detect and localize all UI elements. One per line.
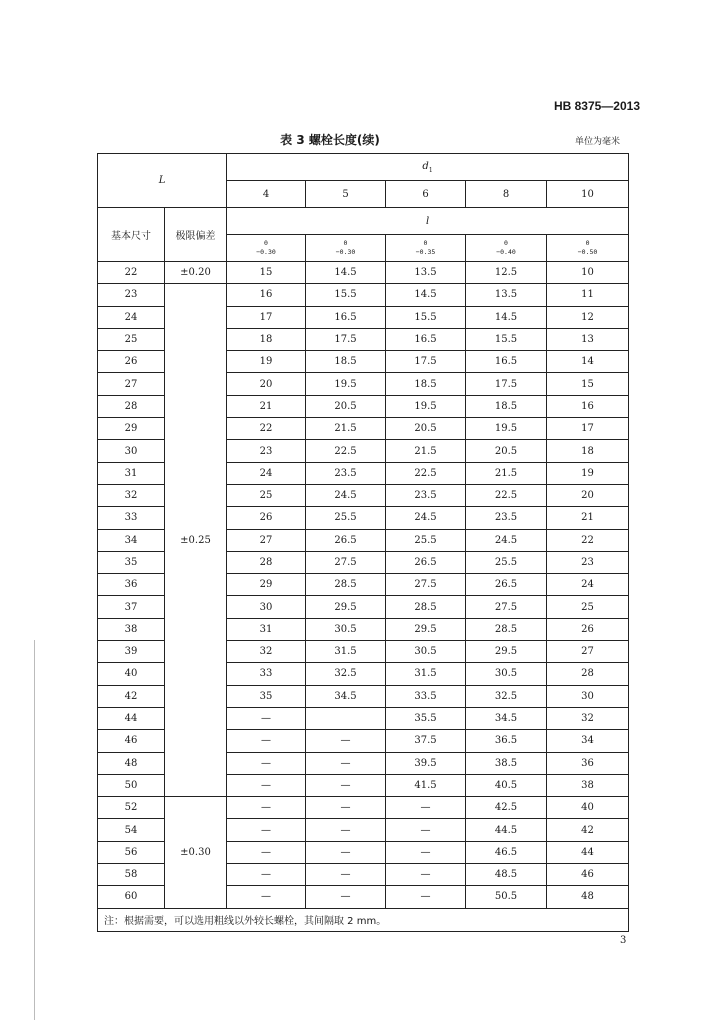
length-cell: 17 <box>227 306 306 328</box>
binding-margin-line <box>34 640 35 1020</box>
basic-size-cell: 42 <box>98 685 165 707</box>
length-cell: 28.5 <box>466 618 547 640</box>
length-cell: 29.5 <box>386 618 466 640</box>
length-cell: 32 <box>227 641 306 663</box>
basic-size-cell: 54 <box>98 819 165 841</box>
length-cell: 18.5 <box>386 373 466 395</box>
length-cell: 32 <box>547 707 629 729</box>
basic-size-cell: 40 <box>98 663 165 685</box>
length-cell: 25 <box>547 596 629 618</box>
length-cell: 44 <box>547 841 629 863</box>
tolerance-lower: −0.30 <box>335 248 356 256</box>
length-cell: 29 <box>227 574 306 596</box>
length-cell: 22.5 <box>306 440 386 462</box>
length-cell: 17 <box>547 418 629 440</box>
basic-size-cell: 32 <box>98 484 165 506</box>
length-cell: 20 <box>227 373 306 395</box>
basic-size-cell: 58 <box>98 864 165 886</box>
tolerance-lower: −0.30 <box>256 248 276 256</box>
length-cell: 30 <box>227 596 306 618</box>
length-cell: 22.5 <box>386 462 466 484</box>
length-cell: 31.5 <box>306 641 386 663</box>
basic-size-cell: 25 <box>98 328 165 350</box>
table-title: 表 3 螺栓长度(续) <box>280 133 380 147</box>
length-cell: 37.5 <box>386 730 466 752</box>
length-cell: 28.5 <box>306 574 386 596</box>
length-cell: 15.5 <box>466 328 547 350</box>
standard-code: HB 8375—2013 <box>553 99 640 113</box>
length-cell: 25.5 <box>306 507 386 529</box>
length-cell: 22.5 <box>466 484 547 506</box>
basic-size-cell: 30 <box>98 440 165 462</box>
length-cell: — <box>386 841 466 863</box>
basic-size-cell: 50 <box>98 774 165 796</box>
length-cell: 50.5 <box>466 886 547 908</box>
length-cell: — <box>227 730 306 752</box>
length-cell: 17.5 <box>466 373 547 395</box>
length-cell: 21 <box>227 395 306 417</box>
length-cell: 38 <box>547 774 629 796</box>
basic-size-cell: 27 <box>98 373 165 395</box>
length-cell: 36.5 <box>466 730 547 752</box>
table-row <box>98 262 629 284</box>
tolerance-cell <box>227 235 306 262</box>
length-cell: 23.5 <box>306 462 386 484</box>
length-cell: 30 <box>547 685 629 707</box>
length-cell: 40.5 <box>466 774 547 796</box>
length-cell: 21.5 <box>386 440 466 462</box>
length-cell: 26 <box>227 507 306 529</box>
basic-size-cell: 38 <box>98 618 165 640</box>
unit-label: 单位为毫米 <box>574 137 620 147</box>
basic-size-cell: 33 <box>98 507 165 529</box>
length-cell: 15.5 <box>306 284 386 306</box>
length-cell: 42.5 <box>466 797 547 819</box>
length-cell: 19.5 <box>386 395 466 417</box>
length-cell: — <box>306 886 386 908</box>
basic-size-cell: 39 <box>98 641 165 663</box>
tolerance-upper: 0 <box>585 239 590 247</box>
length-cell: 33.5 <box>386 685 466 707</box>
basic-size-cell: 56 <box>98 841 165 863</box>
length-cell: 18.5 <box>466 395 547 417</box>
length-cell: — <box>306 819 386 841</box>
length-cell: 35.5 <box>386 707 466 729</box>
tolerance-upper: 0 <box>343 239 348 247</box>
length-cell: 19.5 <box>306 373 386 395</box>
length-cell: 23 <box>547 551 629 573</box>
length-cell: — <box>227 841 306 863</box>
length-cell: 39.5 <box>386 752 466 774</box>
tolerance-cell <box>547 235 629 262</box>
length-cell: 28 <box>227 551 306 573</box>
length-cell: 13 <box>547 328 629 350</box>
length-cell: 30.5 <box>386 641 466 663</box>
basic-size-cell: 35 <box>98 551 165 573</box>
basic-size-cell: 48 <box>98 752 165 774</box>
length-cell: 27.5 <box>306 551 386 573</box>
length-cell: 27 <box>547 641 629 663</box>
basic-size-cell: 34 <box>98 529 165 551</box>
length-cell: 41.5 <box>386 774 466 796</box>
length-cell: 13.5 <box>386 262 466 284</box>
length-cell: 18.5 <box>306 351 386 373</box>
length-cell: 48 <box>547 886 629 908</box>
length-cell: 11 <box>547 284 629 306</box>
length-cell: 15 <box>227 262 306 284</box>
length-cell: 32.5 <box>306 663 386 685</box>
length-cell: 24 <box>227 462 306 484</box>
diameter-header: 10 <box>547 181 629 208</box>
length-cell: 38.5 <box>466 752 547 774</box>
tolerance-cell <box>306 235 386 262</box>
basic-size-cell: 36 <box>98 574 165 596</box>
tolerance-upper: 0 <box>504 239 508 247</box>
basic-size-cell: 44 <box>98 707 165 729</box>
length-cell: — <box>386 797 466 819</box>
length-cell: — <box>227 752 306 774</box>
diameter-header: 5 <box>306 181 386 208</box>
deviation-cell: ±0.30 <box>165 797 227 908</box>
length-cell: — <box>306 864 386 886</box>
length-cell: 13.5 <box>466 284 547 306</box>
length-cell: 46.5 <box>466 841 547 863</box>
length-cell: 26.5 <box>466 574 547 596</box>
length-cell: 19 <box>227 351 306 373</box>
length-cell: 25 <box>227 484 306 506</box>
length-cell: 15.5 <box>386 306 466 328</box>
table-row <box>98 797 629 819</box>
length-cell: 36 <box>547 752 629 774</box>
bolt-length-table <box>97 153 629 932</box>
length-cell: 15 <box>547 373 629 395</box>
length-cell: — <box>386 819 466 841</box>
page-number: 3 <box>620 935 627 946</box>
length-cell: 22 <box>547 529 629 551</box>
basic-size-cell: 37 <box>98 596 165 618</box>
diameter-header: 8 <box>466 181 547 208</box>
length-cell: 18 <box>547 440 629 462</box>
basic-size-header: 基本尺寸 <box>98 208 165 262</box>
basic-size-cell: 46 <box>98 730 165 752</box>
length-cell: 31.5 <box>386 663 466 685</box>
length-cell: 20.5 <box>306 395 386 417</box>
length-cell: 25.5 <box>386 529 466 551</box>
basic-size-cell: 23 <box>98 284 165 306</box>
deviation-header: 极限偏差 <box>165 208 227 262</box>
length-cell: 23.5 <box>386 484 466 506</box>
tolerance-cell <box>466 235 547 262</box>
length-cell: 34.5 <box>306 685 386 707</box>
length-cell: — <box>227 819 306 841</box>
length-cell: 31 <box>227 618 306 640</box>
length-cell: — <box>227 707 306 729</box>
length-cell: 26.5 <box>386 551 466 573</box>
table-note: 注：根据需要，可以选用粗线以外较长螺栓，其间隔取 2 mm。 <box>98 908 629 931</box>
length-cell: 14.5 <box>466 306 547 328</box>
deviation-cell: ±0.20 <box>165 262 227 284</box>
length-cell: 28 <box>547 663 629 685</box>
length-cell: — <box>227 886 306 908</box>
length-cell: — <box>306 774 386 796</box>
L-header: L <box>98 154 227 208</box>
length-cell: 18 <box>227 328 306 350</box>
length-cell: 24.5 <box>386 507 466 529</box>
length-cell: 25.5 <box>466 551 547 573</box>
tolerance-lower: −0.35 <box>415 248 436 256</box>
length-cell: 19.5 <box>466 418 547 440</box>
length-cell: 27.5 <box>466 596 547 618</box>
length-cell: 35 <box>227 685 306 707</box>
d1-header: $d_1$ <box>227 154 629 181</box>
length-cell: 21.5 <box>306 418 386 440</box>
length-cell: 44.5 <box>466 819 547 841</box>
basic-size-cell: 31 <box>98 462 165 484</box>
length-cell <box>306 707 386 729</box>
length-cell: 24 <box>547 574 629 596</box>
length-cell: 32.5 <box>466 685 547 707</box>
basic-size-cell: 52 <box>98 797 165 819</box>
length-cell: 27 <box>227 529 306 551</box>
table-row <box>98 284 629 306</box>
length-cell: 24.5 <box>466 529 547 551</box>
length-cell: 16.5 <box>386 328 466 350</box>
basic-size-cell: 28 <box>98 395 165 417</box>
tolerance-lower: −0.50 <box>577 248 598 256</box>
length-cell: — <box>306 797 386 819</box>
length-cell: 23 <box>227 440 306 462</box>
deviation-cell: ±0.25 <box>165 284 227 797</box>
length-cell: 42 <box>547 819 629 841</box>
basic-size-cell: 24 <box>98 306 165 328</box>
length-cell: 14.5 <box>306 262 386 284</box>
length-cell: — <box>306 752 386 774</box>
length-cell: 19 <box>547 462 629 484</box>
length-cell: 24.5 <box>306 484 386 506</box>
length-cell: — <box>227 774 306 796</box>
length-cell: — <box>306 841 386 863</box>
length-cell: 23.5 <box>466 507 547 529</box>
length-cell: — <box>386 886 466 908</box>
length-cell: 16.5 <box>306 306 386 328</box>
length-cell: 22 <box>227 418 306 440</box>
length-cell: 14 <box>547 351 629 373</box>
length-cell: 21 <box>547 507 629 529</box>
length-cell: 29.5 <box>466 641 547 663</box>
length-cell: 26.5 <box>306 529 386 551</box>
length-cell: 28.5 <box>386 596 466 618</box>
length-cell: — <box>227 864 306 886</box>
diameter-header: 6 <box>386 181 466 208</box>
length-cell: 26 <box>547 618 629 640</box>
length-cell: 29.5 <box>306 596 386 618</box>
diameter-header: 4 <box>227 181 306 208</box>
length-cell: 20 <box>547 484 629 506</box>
length-cell: 16.5 <box>466 351 547 373</box>
length-cell: 20.5 <box>386 418 466 440</box>
length-cell: — <box>227 797 306 819</box>
length-cell: — <box>306 730 386 752</box>
basic-size-cell: 29 <box>98 418 165 440</box>
tolerance-lower: −0.40 <box>496 248 516 256</box>
length-cell: 48.5 <box>466 864 547 886</box>
length-cell: 34.5 <box>466 707 547 729</box>
length-cell: 30.5 <box>466 663 547 685</box>
length-cell: 46 <box>547 864 629 886</box>
length-cell: 30.5 <box>306 618 386 640</box>
length-cell: 20.5 <box>466 440 547 462</box>
length-cell: 34 <box>547 730 629 752</box>
length-cell: 21.5 <box>466 462 547 484</box>
length-cell: 17.5 <box>306 328 386 350</box>
length-cell: 16 <box>227 284 306 306</box>
l-header: l <box>227 208 629 235</box>
length-cell: 33 <box>227 663 306 685</box>
basic-size-cell: 60 <box>98 886 165 908</box>
length-cell: 14.5 <box>386 284 466 306</box>
tolerance-cell <box>386 235 466 262</box>
tolerance-upper: 0 <box>264 239 268 247</box>
length-cell: 10 <box>547 262 629 284</box>
length-cell: 40 <box>547 797 629 819</box>
basic-size-cell: 26 <box>98 351 165 373</box>
length-cell: 17.5 <box>386 351 466 373</box>
tolerance-upper: 0 <box>423 239 428 247</box>
length-cell: 16 <box>547 395 629 417</box>
length-cell: — <box>386 864 466 886</box>
length-cell: 12.5 <box>466 262 547 284</box>
basic-size-cell: 22 <box>98 262 165 284</box>
length-cell: 12 <box>547 306 629 328</box>
length-cell: 27.5 <box>386 574 466 596</box>
